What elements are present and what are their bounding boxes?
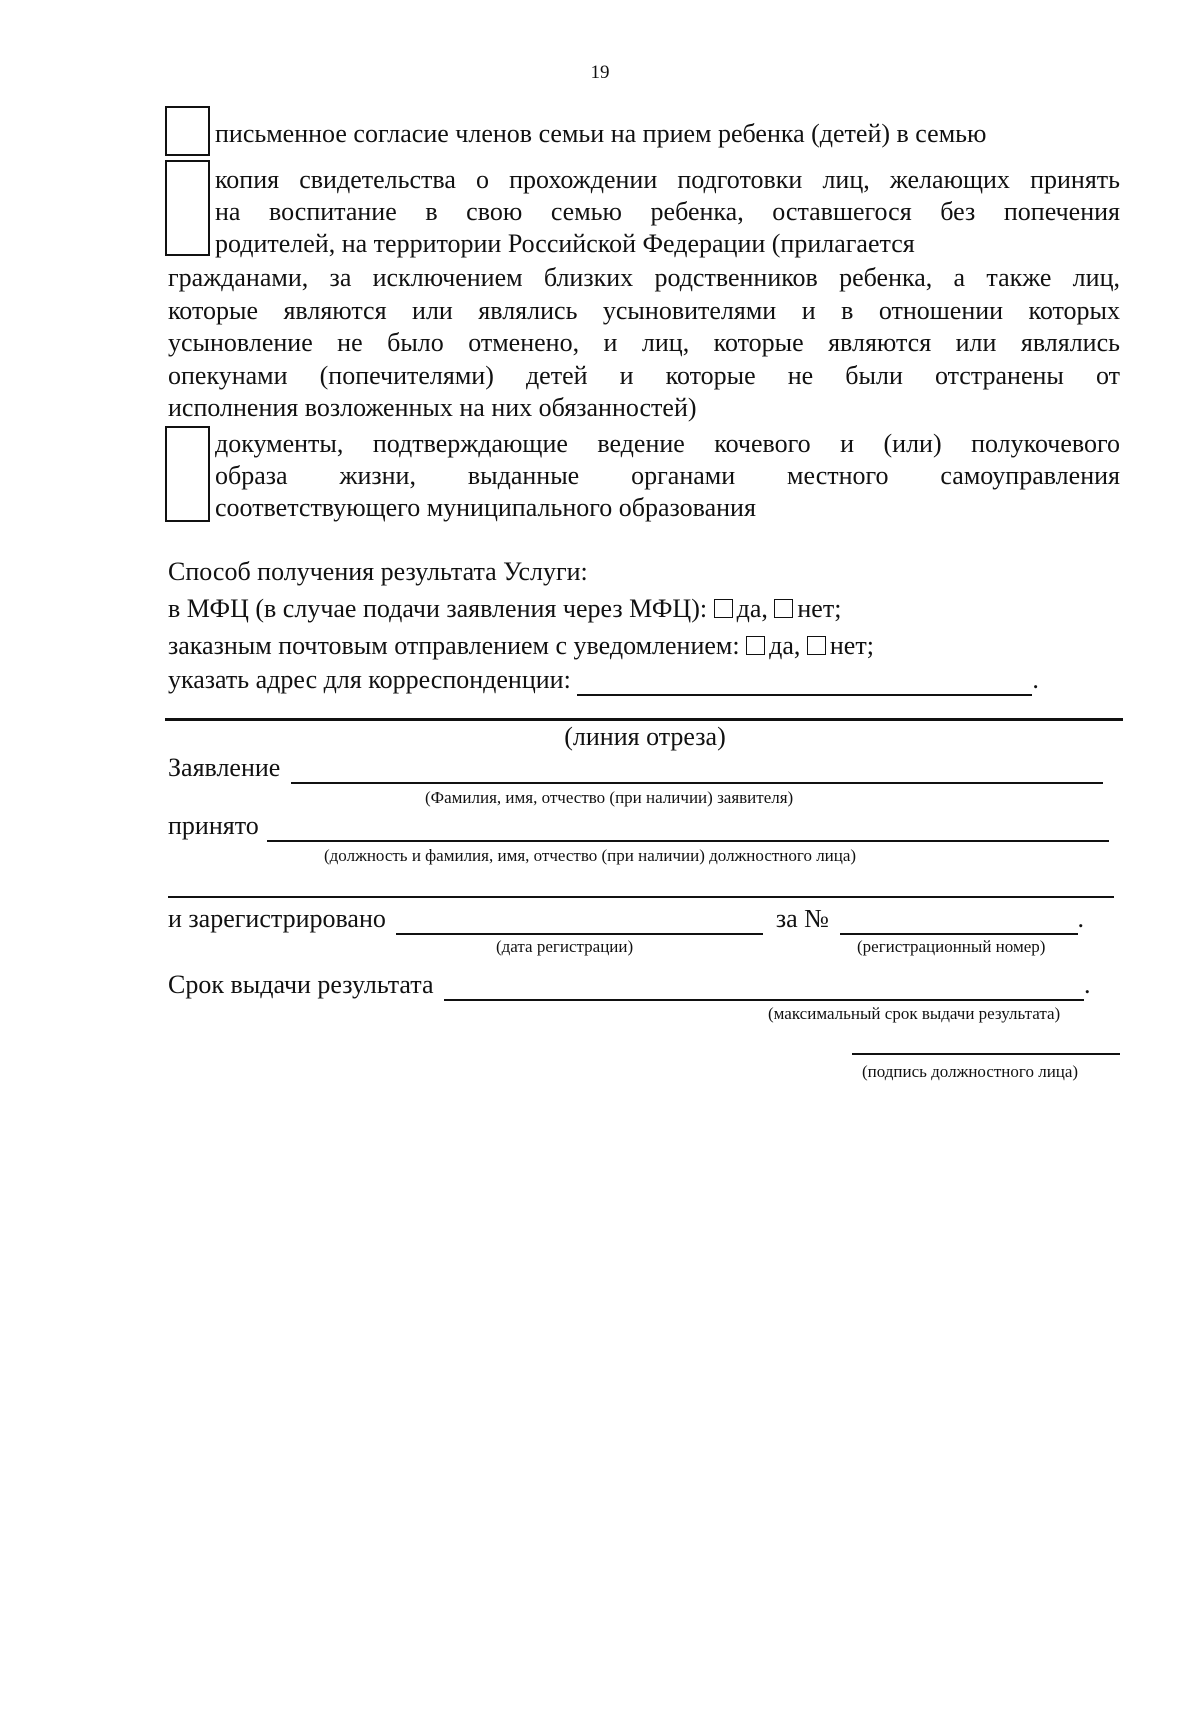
number-label: за № [775,904,829,933]
statement-row [168,752,1103,784]
checkbox[interactable] [165,426,210,522]
delivery-mail-row [168,630,874,662]
checkbox[interactable] [165,160,210,256]
yes-label: да, [736,594,768,623]
registration-number-field[interactable] [840,907,1078,935]
cut-label: (линия отреза) [564,722,726,751]
checklist-line: на воспитание в свою семью ребенка, оставшегося без попечения [215,197,1120,226]
yes-label: да, [769,631,801,660]
continuation-line: которые являются или являлись усыновителями и в отношении которых [168,295,1120,325]
accepted-field[interactable] [267,814,1109,842]
yes-checkbox[interactable] [746,636,765,655]
no-label: нет; [829,631,874,660]
accepted-caption: (должность и фамилия, имя, отчество (при наличии) должностного лица) [324,846,857,865]
registered-row [168,903,1084,935]
statement-caption: (Фамилия, имя, отчество (при наличии) заявителя) [425,788,794,807]
statement-label: Заявление [168,753,281,782]
checklist-line: письменное согласие членов семьи на прием ребенка (детей) в семью [215,119,987,148]
page-number: 19 [590,62,610,83]
address-field[interactable] [577,668,1032,696]
delivery-mfc-row [168,593,841,625]
deadline-end: . [1083,970,1091,999]
accepted-row [168,810,1109,842]
checklist-line: родителей, на территории Российской Федерации (прилагается [215,229,915,258]
continuation-line: гражданами, за исключением близких родственников ребенка, а также лиц, [168,263,1120,292]
continuation-line: исполнения возложенных на них обязанностей) [168,393,697,422]
checklist-item-training-certificate [165,160,1120,256]
delivery-mfc-label: в МФЦ (в случае подачи заявления через МФЦ): [168,594,708,623]
deadline-row [168,969,1090,1001]
cut-line [165,718,1123,721]
statement-field[interactable] [291,756,1103,784]
checkbox[interactable] [165,106,210,156]
accepted-field-line-2[interactable] [168,896,1114,898]
yes-checkbox[interactable] [714,599,733,618]
no-checkbox[interactable] [774,599,793,618]
accepted-label: принято [168,811,259,840]
address-label: указать адрес для корреспонденции: [168,665,571,694]
number-end: . [1077,904,1084,933]
no-label: нет; [797,594,842,623]
checklist-item-nomadic-documents [165,426,1120,522]
registration-date-field[interactable] [396,907,763,935]
checklist-line: образа жизни, выданные органами местного самоуправления [215,461,1120,490]
deadline-caption: (максимальный срок выдачи результата) [768,1004,1061,1023]
delivery-heading: Способ получения результата Услуги: [168,557,588,586]
signature-caption: (подпись должностного лица) [862,1062,1079,1081]
delivery-mail-label: заказным почтовым отправлением с уведомлением: [168,631,740,660]
checklist-item-family-consent [165,106,1120,156]
number-caption: (регистрационный номер) [857,937,1046,956]
continuation-line: опекунами (попечителями) детей и которые не были отстранены от [168,360,1120,390]
delivery-address-row [168,664,1039,696]
checklist-line: документы, подтверждающие ведение кочевого и (или) полукочевого [215,429,1120,458]
checklist-line: копия свидетельства о прохождении подготовки лиц, желающих принять [215,165,1120,194]
deadline-label: Срок выдачи результата [168,970,434,999]
checklist-item-continuation [168,262,1120,425]
registered-label: и зарегистрировано [168,904,386,933]
registered-caption: (дата регистрации) [496,937,634,956]
no-checkbox[interactable] [807,636,826,655]
checklist-line: соответствующего муниципального образования [215,493,756,522]
address-end: . [1032,665,1039,694]
deadline-field[interactable] [444,973,1084,1001]
continuation-line: усыновление не было отменено, и лиц, которые являются или являлись [168,328,1120,357]
signature-field[interactable] [852,1053,1120,1055]
